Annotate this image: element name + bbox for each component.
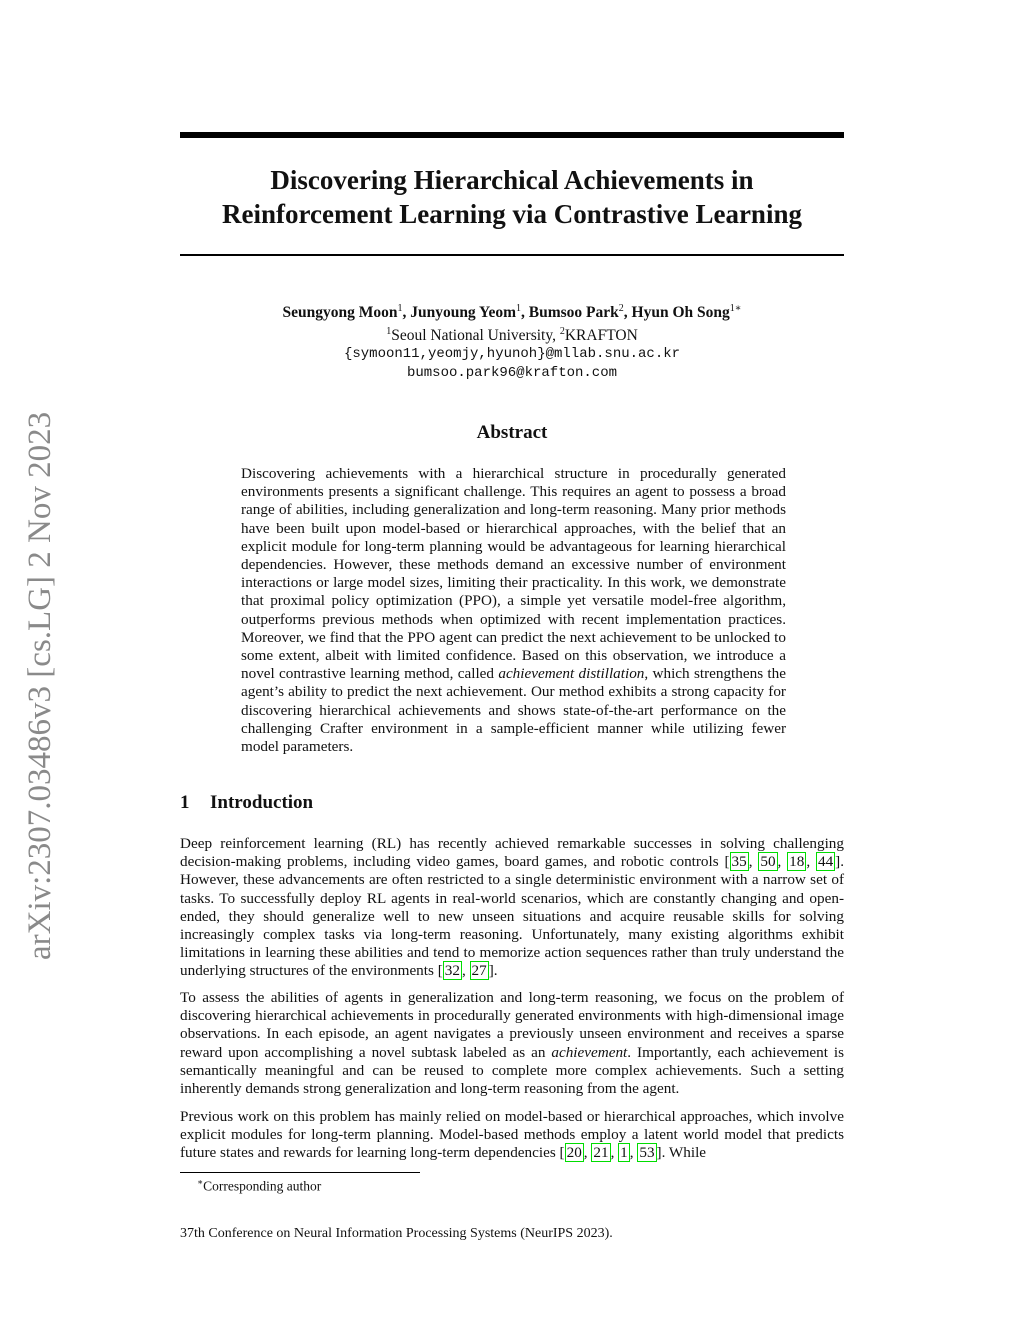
section-heading-introduction: 1 Introduction — [180, 792, 314, 813]
author-2: Junyoung Yeom — [410, 304, 517, 322]
citation-link[interactable]: 32 — [444, 962, 460, 980]
email-secondary: bumsoo.park96@krafton.com — [406, 365, 618, 382]
paper-title — [180, 163, 844, 231]
abstract-text: Discovering achievements with a hierarchical structure in procedurally generated environments presents a significant challenge. This requires an agent to possess a broad range of abilities, including generalization and long-term reasoning. Many prior methods have been built upon model-based or hierarchical approaches, with the belief that an explicit module for long-term planning would be advantageous for learning hierarchical dependencies. However, these methods demand an excessive number of environment interactions or large model sizes, limiting their practicality. In this work, we demonstrate that proximal policy optimization (PPO), a simple yet versatile model-free algorithm, outperforms previous methods when optimized with recent implementation practices. Moreover, we find that the PPO agent can predict the next achievement to be unlocked to some extent, albeit with limited confidence. Based on this observation, we introduce a novel contrastive learning method, called achievement distillation, which strengthens the agent’s ability to predict the next achievement. Our method exhibits a strong capacity for discovering hierarchical achievements and shows state-of-the-art performance on the challenging Crafter environment in a sample-efficient manner while utilizing fewer model parameters. — [241, 465, 786, 756]
author-1: Seungyong Moon — [282, 304, 398, 322]
citation-link[interactable]: 44 — [817, 853, 834, 871]
author-3: Bumsoo Park — [528, 304, 619, 322]
abstract-heading: Abstract — [476, 422, 548, 443]
citation-link[interactable]: 20 — [566, 1144, 582, 1162]
title-bottom-rule — [180, 254, 844, 256]
conference-footer: 37th Conference on Neural Information Processing Systems (NeurIPS 2023). — [180, 1226, 613, 1241]
affiliations: $^1$Seoul National University, $^2$KRAFTON — [386, 326, 638, 345]
citation-link[interactable]: 18 — [789, 853, 805, 871]
intro-paragraph-2: To assess the abilities of agents in generalization and long-term reasoning, we focus on the problem of discovering hierarchical achievements in procedurally generated environments with high-dimensional image observations. In each episode, an agent navigates a previously unseen environment and receives a sparse reward upon accomplishing a novel subtask labeled as an achievement. Importantly, each achievement is semantically meaningful and can be reused to complete more complex achievements. Such a setting inherently demands strong generalization and long-term reasoning from the agent. — [180, 989, 844, 1098]
citation-link[interactable]: 53 — [639, 1144, 655, 1162]
author-block — [180, 299, 844, 383]
intro-paragraph-3: Previous work on this problem has mainly relied on model-based or hierarchical approaches, which involve explicit modules for long-term planning. Model-based methods employ a latent world model that predicts future states and rewards for learning long-term dependencies [ 20 , 21 , 1 , 53 ]. While — [180, 1108, 844, 1162]
author-names: Seungyong Moon$^1$, Junyoung Yeom$^1$, Bumsoo Park$^2$, Hyun Oh Song$^{1∗}$ — [282, 303, 742, 322]
citation-link[interactable]: 1 — [620, 1144, 628, 1162]
author-4: Hyun Oh Song — [631, 304, 730, 322]
email-primary: {symoon11,yeomjy,hyunoh}@mllab.snu.ac.kr — [343, 346, 681, 363]
citation-link[interactable]: 35 — [731, 853, 747, 871]
citation-link[interactable]: 50 — [760, 853, 776, 871]
citation-link[interactable]: 21 — [593, 1144, 609, 1162]
intro-paragraph-1: Deep reinforcement learning (RL) has recently achieved remarkable successes in solving challenging decision-making problems, including video games, board games, and robotic controls [ 35 , 50 , 18 , 44 ]. However, these advancements are often restricted to a single deterministic environment with a narrow set of tasks. To successfully deploy RL agents in real-world scenarios, which are constantly changing and open-ended, they should generalize well to new unseen situations and acquire reusable skills for solving increasingly complex tasks via long-term reasoning. Unfortunately, many existing algorithms exhibit limitations in learning these abilities and tend to memorize action sequences rather than truly understand the underlying structures of the environments [ 32 , 27 ]. — [180, 835, 845, 980]
footnote-corresponding-author: ∗Corresponding author — [197, 1177, 322, 1194]
title-top-rule — [180, 132, 844, 138]
footnote-rule — [180, 1172, 420, 1173]
title-line-2: Reinforcement Learning via Contrastive Learning — [222, 199, 802, 229]
citation-link[interactable]: 27 — [471, 962, 487, 980]
abstract-emphasis: achievement distillation — [498, 665, 645, 683]
title-line-1: Discovering Hierarchical Achievements in — [270, 165, 754, 195]
arxiv-identifier-stamp: arXiv:2307.03486v3 [cs.LG] 2 Nov 2023 — [22, 411, 58, 960]
